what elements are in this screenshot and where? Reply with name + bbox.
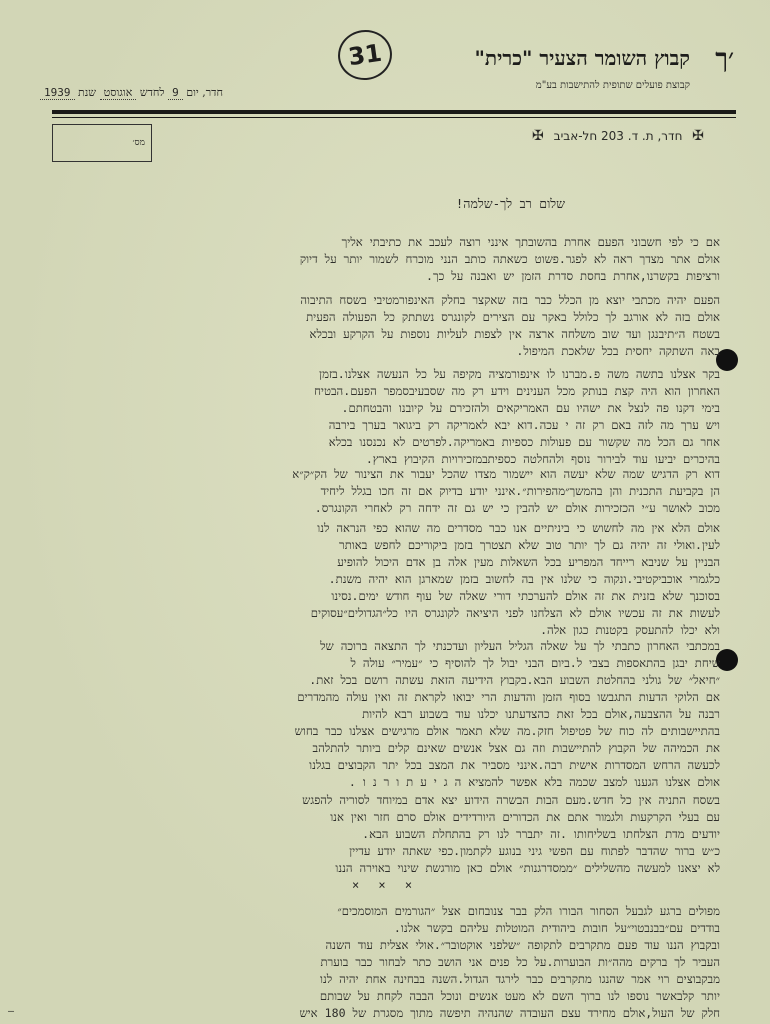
text-line: האחרון הוא היה קצת בנותק מכל הענינים וידע רק מה שסבעיבסמפר הפעם.הבטיח [314, 384, 720, 398]
section-separator: × × × [351, 878, 419, 892]
letter-paragraph [38, 792, 720, 860]
text-line: בקר אצלנו בתשה משה פ.מברנו לו אינפורמציה מקיפה על כל הנעשה אצלנו.בזמן [319, 367, 720, 381]
text-line: בודדים עם״בבנבטוי״על חובות ביהודית המוטלות עליהם בקשר אלנו. [393, 921, 720, 935]
text-line: לעין.ואולי זה יהיה גם לך יותר טוב שלא תצטרך בזמן ביקוריכם לחפש באותר [339, 538, 720, 552]
text-line: הבניין על שניבא רייחד המפריע בכל השאלות מעין אלה בן אדם היכול להופיע [337, 555, 720, 569]
text-line: ״חיאל״ של גולני בהחלטת השבוע הבא.בקבוץ הידיעה הזאת עשתה רושם בכל זאת. [309, 673, 720, 687]
text-line: ובקבוץ הננו עוד פעם מתקרבים לתקופה ״שלפני אוקטובר״.אולי אצלית עוד השנה [325, 938, 720, 952]
text-line: בשסח התניה אין כל חדש.מעם הבות הבשרה הידוע יצא אדם במיוחד לסוריה להפגש [302, 793, 720, 807]
text-line: לא יצאנו למעשה מהשלילים ״ממסדרגנות״ אולם כאן מורגשת שינוי באוירה הננו [335, 861, 720, 875]
text-line: העביר לך ברקים מהה״ות הבוערות.על כל פנים אני הושב כתר לבחור כבר בוערת [320, 955, 720, 969]
letter-paragraph [38, 292, 720, 360]
text-line: ולא יכלו להתעסק בקטנות כגון אלה. [540, 623, 720, 637]
letterhead-title: קבוץ השומר הצעיר "כרית" [474, 46, 690, 70]
text-line: אולם אצלנו הגענו למצב שכמה בלא אפשר להמציא ה ג י ע ת ו ר נ ו . [348, 775, 720, 789]
text-line: בשטח ה״תיבנגן ועד שוב משלחה ארצה אין לצפות לעליות נוספות על הקרקע ובכלא [309, 327, 720, 341]
text-line: בהתיישבותים לה כוח של פטיפול חזק.מה שלא תאמר אולם מרגישים אצלנו כבר בחוש [294, 724, 720, 738]
text-line: את הכמיהה של הקבוץ להתיישבות וזה גם אצל אנשים שאינם קלים ביותר להתלהב [312, 741, 720, 755]
text-line: שיחת יבגן בהתאספות בצבי ל.ביום הבני יבול לך להוסיף כי ״עמיר״ עולה ל [350, 656, 720, 670]
text-line: אם הלוקי הדעות התגבשו בסוף הזמן והדעות הרי יבואו לקראת זה ואין עולה מהמדרים [297, 690, 720, 704]
letter-greeting: שלום רב לך-שלמה! [455, 196, 565, 211]
letter-paragraph [38, 466, 720, 517]
letterhead-date-line [40, 86, 340, 99]
text-line: ורציפות בקשרנו,אחרת בחסת סדרת הזמן יש ואבנה על כך. [425, 269, 720, 283]
date-day: 9 [168, 86, 183, 100]
reference-label: מס׳ [132, 138, 145, 148]
text-line: מפולים ברגע לגבעל הסחור הבורו הלק בבר צנובחום אצל ״הגורמים המוסמכים״ [337, 904, 720, 918]
text-line: לעשות את זה עכשיו אולם לא הצלחנו לפני היציאה לקונגרס היו כל״הגדולים״עסוקים [310, 606, 720, 620]
text-line: אחר גם הכל מה שקשור עם פעולות כספיות באמריקה.לפרטים לא נכנסנו בכלא [328, 435, 720, 449]
reference-number-box [52, 124, 152, 162]
date-month-label: לחדש [139, 86, 165, 99]
star-icon: ✠ [692, 128, 704, 144]
text-line: בסוכנך שלא בזנית את זה אולם להערכתי דורי שאלה של עוף חודש ימים.נסינו [331, 589, 720, 603]
address-text: חדר, ת. ד. 203 חל-אביב [553, 129, 683, 143]
text-line: יודעים מדת הצלחתו בשליחותו .זה יתברר לנו רק בהתחלת השבוע הבא. [362, 827, 720, 841]
date-month: אוגוסט [100, 86, 137, 100]
text-line: עם בעלי הקרקעות ולגמור אתם את הכדורים היורדידים אולם סרם חזר ואין אנו [330, 810, 720, 824]
text-line: במכתבי האחרון כתבתי לך על שאלה הגליל העליון ועדכנתי לך התצאה ברוכה של [320, 639, 720, 653]
text-line: אם כי לפי חשבוני הפעם אחרת בהשובתך אינני רוצה לעכב את כתיבתי אליך [341, 235, 720, 249]
text-line: דוא רק הדגיש שמה שלא יעשה הוא יישמור מצדו שהכל יעבור את הצינור של הק״ק״א [292, 467, 720, 481]
text-line: כלגמרי אוכביקטיבי.ונקוה כי שלנו אין בה לחשוב בזמן שמארגן הוא יהיה משנת. [328, 572, 720, 586]
letterhead-subtitle: קבוצת פועלים שתופית להתישבות בע"מ [535, 80, 690, 91]
letter-paragraph [38, 234, 720, 285]
text-line: אולם אתר מצדך ראה לא לפגר.פשוט כשאתה כותב הנני מוכרח לשמור יותר על דיוק [299, 252, 720, 266]
date-year-label: שנת [78, 86, 97, 99]
letterhead-thick-rule [52, 110, 736, 114]
kibbutz-logo-mark: ׳ך [715, 44, 734, 74]
text-line: בימי דקנו פה לנצל את ישהיו עם האמריקאים ולהזכירם על קיובנו והבטחתם. [341, 401, 720, 415]
text-line: באה השתקה יחסית בכל שלאכת המיפול. [516, 344, 720, 358]
text-line: מכוב לאושר ע״י הכזכירות אולם יש להבין כי יש גם זה ידחה רק לאחרי הקונגרס. [314, 501, 720, 515]
date-prefix: חדר, יום [186, 86, 223, 99]
date-year: 1939 [40, 86, 75, 100]
star-icon: ✠ [532, 128, 544, 144]
letter-paragraph [38, 366, 720, 468]
text-line: אולם הלא אין מה לחשוש כי ביניתיים אנו כבר מסדרים מה שהוא כפי הנראה לנו [317, 521, 720, 535]
text-line: לכעשה הרחש המסדרות אישית רבה.אינני מסביר את המצב בכל יתר הקבוצים בגלנו [309, 758, 720, 772]
letter-paragraph [38, 520, 720, 639]
text-line: יותר קלבאשר נוספו לנו ברוך השם לא מעט אנשים ונוכל הבבה לקחת על שבותם [319, 989, 720, 1003]
text-line: חלק של העול,אולם מחירד עצם העובדה שהנהיה תיפשה מתוך מסגרת של 180 איש [299, 1006, 720, 1020]
text-line: הפעם יהיה מכתבי יוצא מן הכלל כבר בזה שאקצר בחלק האינפורמטיבי בשסח התיבוה [300, 293, 720, 307]
text-line: מבקבוצים רוי אמר שהנגו מתקרבים כבר לירגד הגדול.השנה בבחינה אחת יהיה לנו [320, 972, 720, 986]
text-line: בהיכרים יביעו עוד לבירור נוסף ולהחלטה כספיתבמזכירויות הקיבוץ בארץ. [365, 452, 720, 466]
letterhead-thin-rule [52, 117, 736, 118]
stamp-number: 31 [346, 38, 384, 72]
stamp-number-circle [335, 26, 395, 83]
letter-paragraph [38, 638, 720, 791]
text-line: כ״ש ברור שהדבר לפתוח עם הפשי גיני בנוגע לקתמון.כפי שאתה יודע עדיין [349, 844, 720, 858]
text-line: ויש ערך מה לזה באם רק זה י עכה.דוא יבא לאמריקה רק ביגואר בערך בירבה [328, 418, 720, 432]
text-line: רבנה על ההצבעה,אולם בכל זאת כהצדעתנו יכלנו עוד בשבוע רבא להיות [362, 707, 720, 721]
letter-paragraph [38, 860, 720, 877]
letter-paragraph [38, 1005, 720, 1023]
text-line: הן בקביעת התכנית והן בהמשך״מהפירות״.אינני יודע בדיוק אם זה חכו בגלל ליחיד [320, 484, 720, 498]
text-line: אולם בזה לא אורגב לך כלולל באקר עם הצירים לקונגרס נשתתק כל הפעולה הפעית [306, 310, 720, 324]
letter-paragraph [38, 903, 720, 1005]
letterhead-address [526, 128, 710, 144]
page-corner-mark: — [8, 1006, 15, 1017]
